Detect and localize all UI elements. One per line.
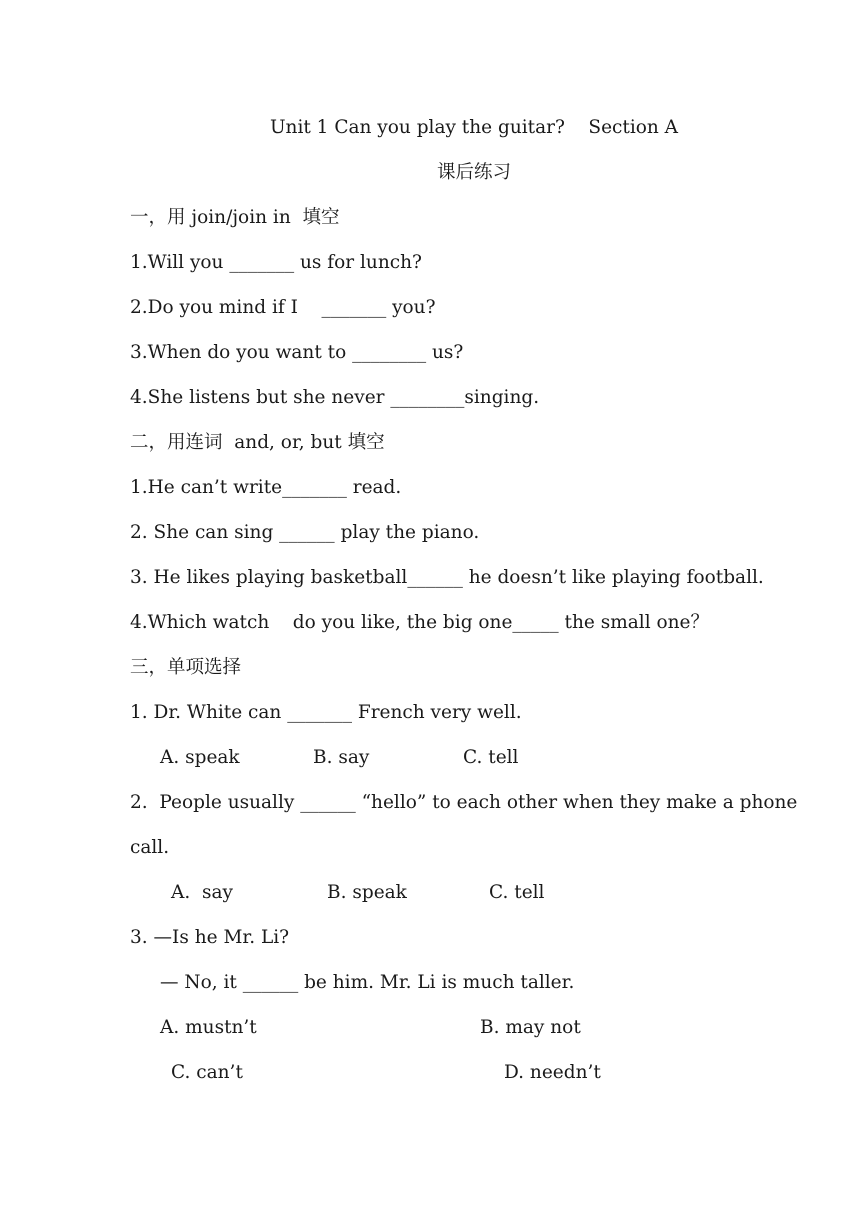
question-1-option-a: A. speak xyxy=(160,747,240,768)
section2-item-1: 1.He can’t write_______ read. xyxy=(130,477,402,498)
section1-item-1: 1.Will you _______ us for lunch? xyxy=(130,252,422,273)
question-3-option-a: A. mustn’t xyxy=(160,1017,257,1038)
section2-heading: 二，用连词 and, or, but 填空 xyxy=(130,432,385,453)
section2-item-2: 2. She can sing ______ play the piano. xyxy=(130,522,480,543)
section1-item-3: 3.When do you want to ________ us? xyxy=(130,342,464,363)
document-subtitle: 课后练习 xyxy=(436,162,511,183)
document-title: Unit 1 Can you play the guitar? Section A xyxy=(269,117,679,138)
question-1-stem: 1. Dr. White can _______ French very well. xyxy=(130,702,522,723)
section3-heading: 三，单项选择 xyxy=(130,657,242,678)
question-2-option-c: C. tell xyxy=(489,882,545,903)
section2-item-4: 4.Which watch do you like, the big one_____ the small one？ xyxy=(130,612,710,633)
section1-item-4: 4.She listens but she never ________singing. xyxy=(130,387,540,408)
question-2-stem: 2. People usually ______ “hello” to each other when they make a phone xyxy=(130,792,798,813)
question-3-stem: 3. —Is he Mr. Li? xyxy=(130,927,290,948)
question-3-option-c: C. can’t xyxy=(171,1062,243,1083)
question-3-option-b: B. may not xyxy=(480,1017,581,1038)
question-2-option-b: B. speak xyxy=(327,882,407,903)
question-3-option-d: D. needn’t xyxy=(504,1062,601,1083)
question-2-stem-continued: call. xyxy=(130,837,170,858)
question-2-option-a: A. say xyxy=(171,882,233,903)
question-3-reply: — No, it ______ be him. Mr. Li is much taller. xyxy=(160,972,575,993)
question-1-option-b: B. say xyxy=(313,747,370,768)
section1-heading: 一，用 join/join in 填空 xyxy=(130,207,340,228)
question-1-option-c: C. tell xyxy=(463,747,519,768)
section2-item-3: 3. He likes playing basketball______ he doesn’t like playing football. xyxy=(130,567,764,588)
section1-item-2: 2.Do you mind if I _______ you? xyxy=(130,297,436,318)
